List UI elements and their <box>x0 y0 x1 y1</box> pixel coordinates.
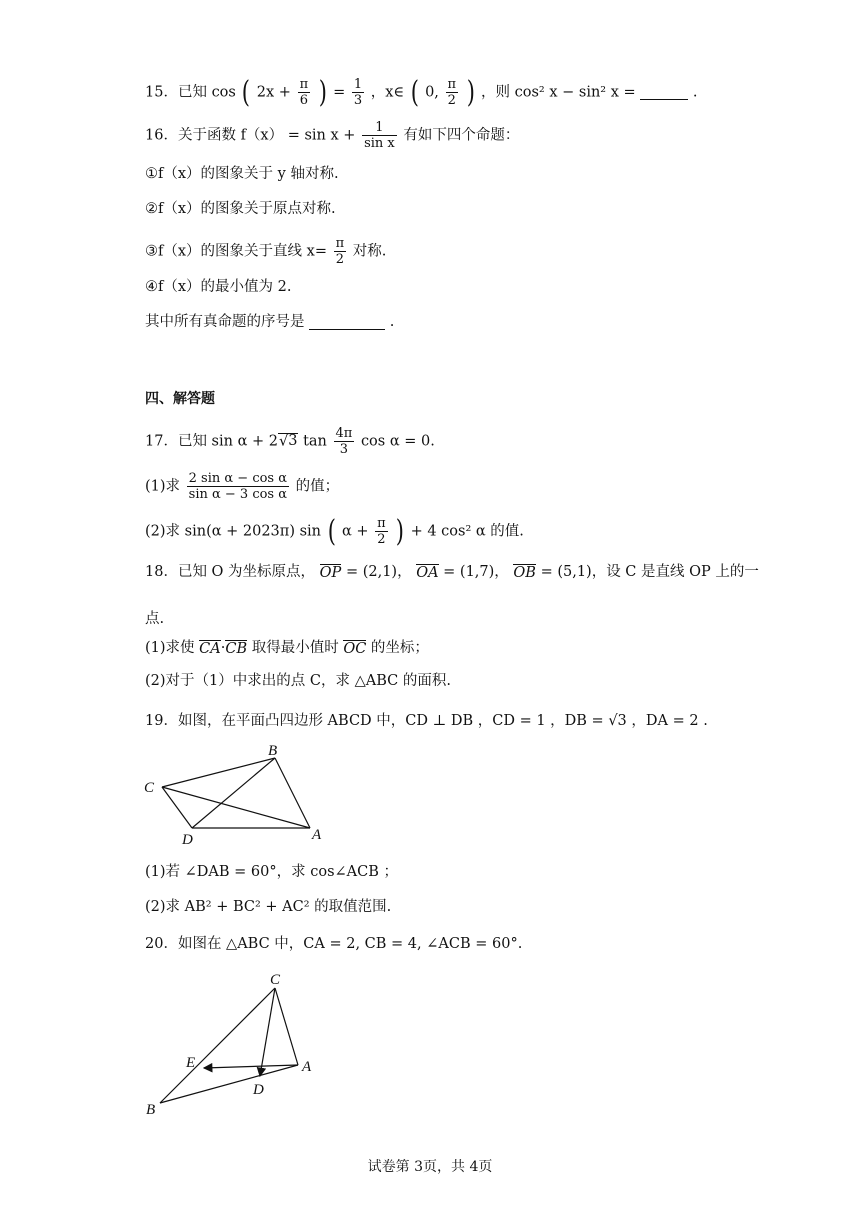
q17-stem-c: cos α = 0. <box>360 433 435 450</box>
q15-interval-right: ) <box>466 74 475 110</box>
q17-p2-tail: + 4 cos² α 的值. <box>410 523 524 540</box>
q15-interval-left: ( <box>410 74 419 110</box>
q16-number: 16．关于函数 <box>145 127 236 144</box>
q16-p3-frac: $\frac{\pi}{2}$ <box>335 236 345 267</box>
q17-part-2 <box>145 513 524 549</box>
q19-label-a: A <box>312 827 322 843</box>
q16-period: . <box>389 314 395 330</box>
q20-edge-ab <box>160 1065 298 1103</box>
q17-stem-a: 17．已知 sin α + 2 <box>145 433 278 450</box>
q20-label-a: A <box>302 1059 312 1075</box>
question-16 <box>145 120 519 151</box>
q20-triangle-figure <box>140 968 330 1120</box>
q16-prop-3 <box>145 236 386 267</box>
q19-label-d: D <box>182 832 193 848</box>
q15-interval-start: 0, <box>425 84 439 101</box>
q18-ob-val: = (5,1)，设 C 是直线 OP 上的一 <box>540 564 759 580</box>
q17-p2-frac: $\frac{\pi}{2}$ <box>377 516 386 547</box>
q16-prop-4: ④f（x）的最小值为 2. <box>145 279 292 295</box>
question-19: 19．如图，在平面凸四边形 ABCD 中，CD ⊥ DB ，CD = 1 ，DB = √3 ，DA = 2 . <box>145 713 708 729</box>
q18-vec-oc: OC <box>343 641 367 657</box>
q18-part-1 <box>145 638 429 658</box>
q19-quadrilateral-figure <box>140 742 340 848</box>
q15-frac-1-3: $\frac{1}{3}$ <box>353 77 363 108</box>
q17-p2-rparen: ) <box>396 513 405 549</box>
q19-label-c: C <box>144 780 155 796</box>
q18-vec-ob: OB <box>513 565 536 581</box>
section-heading: 四、解答题 <box>145 391 215 407</box>
q19-part-2: (2)求 AB² + BC² + AC² 的取值范围. <box>145 899 392 915</box>
q19-edge-ba <box>275 758 310 828</box>
q16-ask <box>145 312 394 332</box>
q16-p3-text: ③f（x）的图象关于直线 x= <box>145 243 327 260</box>
q18-stem: 18．已知 O 为坐标原点， <box>145 564 316 580</box>
page-footer: 试卷第 3页，共 4页 <box>367 1159 493 1175</box>
q15-period: . <box>692 84 698 101</box>
q15-number: 15．已知 <box>145 84 207 101</box>
q18-vec-ca: CA <box>199 641 221 657</box>
q18-p1-tail: 的坐标； <box>370 640 429 656</box>
q20-label-d: D <box>253 1082 264 1098</box>
q15-left-paren: ( <box>242 74 251 110</box>
q17-p1-frac: $\frac{\text{2 sin α − cos α}}{\text{sin α − 3 cos α}}$ <box>188 471 288 502</box>
q20-label-e: E <box>186 1055 196 1071</box>
q15-frac-pi-2: $\frac{\pi}{2}$ <box>447 77 457 108</box>
q15-then: ，则 <box>481 84 511 101</box>
q15-domain: ，x∈ <box>370 84 405 101</box>
q17-p2-lparen: ( <box>327 513 336 549</box>
question-17 <box>145 426 435 457</box>
q19-label-b: B <box>268 743 278 759</box>
q16-answer-blank[interactable] <box>309 315 385 330</box>
q15-inner: 2x + <box>256 84 291 101</box>
q19-diag-ca <box>162 787 310 828</box>
q18-vec-oa: OA <box>416 565 439 581</box>
q20-arrow-ae <box>204 1065 298 1068</box>
q15-right-paren: ) <box>318 74 327 110</box>
q15-cos: cos <box>211 84 236 101</box>
q15-frac-pi-6: $\frac{\pi}{6}$ <box>299 77 309 108</box>
question-18 <box>145 562 759 582</box>
q16-p3-tail: 对称. <box>352 243 387 260</box>
q18-vec-op: OP <box>319 565 342 581</box>
q18-op-val: = (2,1)， <box>345 564 412 580</box>
q17-frac: $\frac{4\pi}{3}$ <box>335 426 353 457</box>
q18-stem-cont: 点. <box>145 611 165 627</box>
q17-p2-inner: α + <box>341 523 369 540</box>
q15-expression: cos² x − sin² x = <box>514 84 636 101</box>
q18-p1-text: (1)求使 <box>145 640 195 656</box>
q17-stem-b: tan <box>298 433 327 450</box>
q16-prop-2: ②f（x）的图象关于原点对称. <box>145 201 336 217</box>
q16-tail: 有如下四个命题： <box>403 127 520 144</box>
q17-sqrt: √3 <box>278 433 298 450</box>
q16-eq: = sin x + <box>287 127 356 144</box>
q17-p1-tail: 的值； <box>295 478 340 495</box>
q15-equals: = <box>333 84 346 101</box>
q17-p1-text: (1)求 <box>145 478 181 495</box>
q16-frac: $\frac{1}{\text{sin x}}$ <box>364 120 395 151</box>
q15-answer-blank[interactable] <box>640 85 688 100</box>
q20-edge-ca <box>275 988 298 1065</box>
q16-fx: f（x） <box>240 127 284 144</box>
q16-prop-1: ①f（x）的图象关于 y 轴对称. <box>145 166 339 182</box>
question-15 <box>145 74 698 110</box>
q17-p2-text: (2)求 sin(α + 2023π) sin <box>145 523 321 540</box>
q18-oa-val: = (1,7)， <box>443 564 509 580</box>
q18-part-2: (2)对于（1）中求出的点 C，求 △ABC 的面积. <box>145 673 451 689</box>
question-20: 20．如图在 △ABC 中，CA = 2, CB = 4, ∠ACB = 60°. <box>145 936 523 952</box>
q19-part-1: (1)若 ∠DAB = 60°，求 cos∠ACB ； <box>145 864 398 880</box>
q20-label-b: B <box>146 1102 156 1118</box>
q18-vec-cb: CB <box>225 641 248 657</box>
q17-part-1 <box>145 471 339 502</box>
q20-label-c: C <box>270 972 281 988</box>
q16-ask-text: 其中所有真命题的序号是 <box>145 314 305 330</box>
q18-dot: · <box>220 640 226 656</box>
q19-edge-dc <box>162 787 192 828</box>
q18-p1-mid: 取得最小值时 <box>251 640 339 656</box>
